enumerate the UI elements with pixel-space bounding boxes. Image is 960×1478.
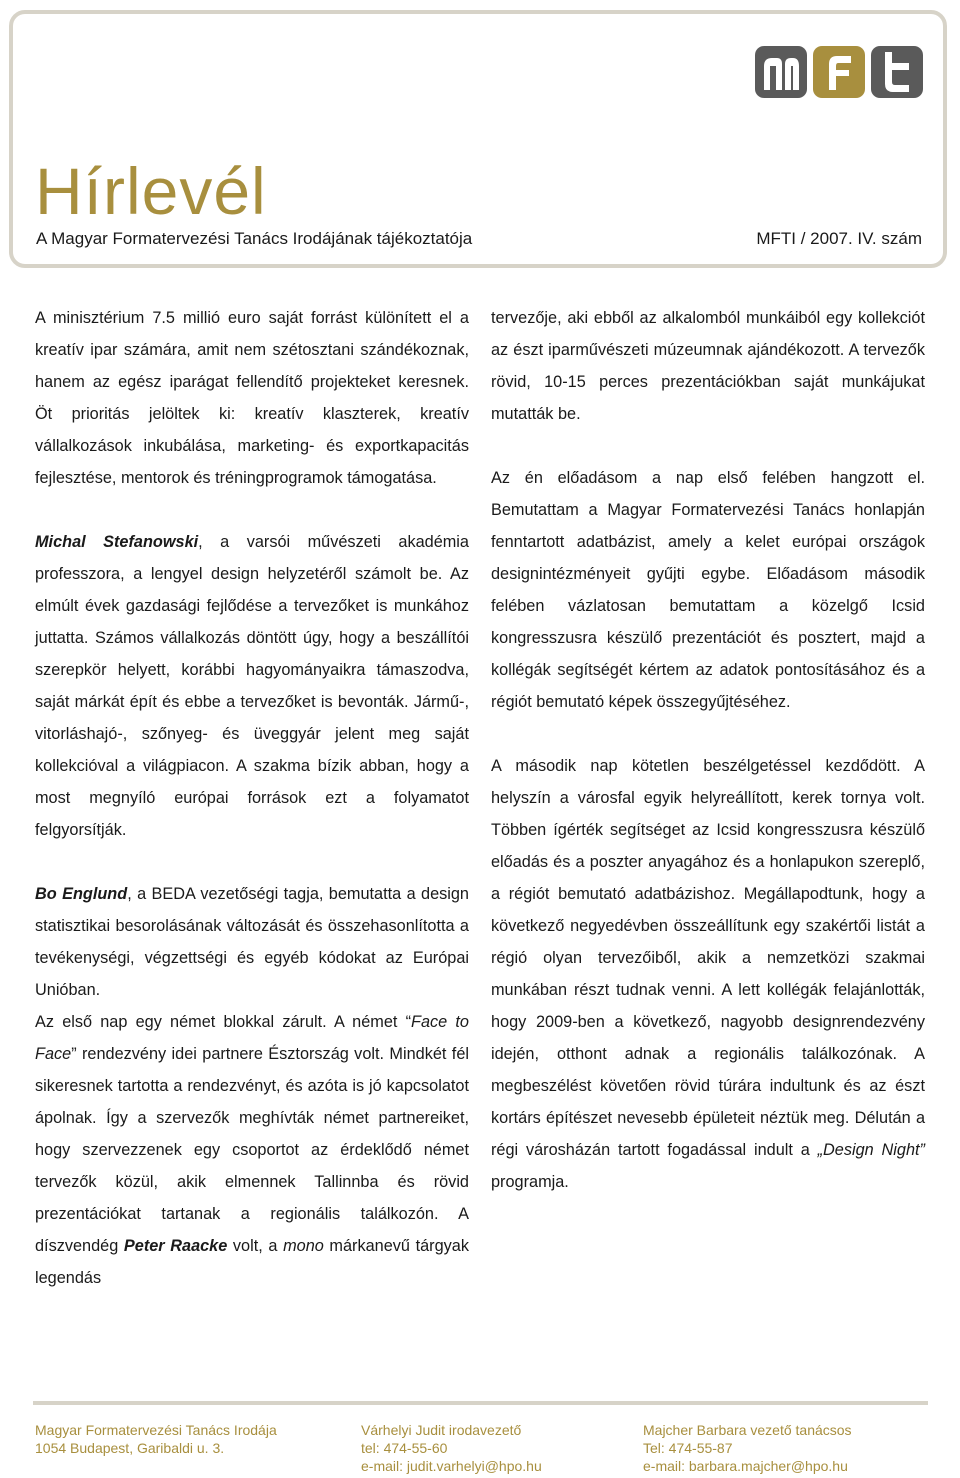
newsletter-subtitle: A Magyar Formatervezési Tanács Irodájának tájékoztatója xyxy=(36,229,473,248)
event-name: Face to Face xyxy=(35,1013,469,1063)
contact-phone: Tel: 474-55-87 xyxy=(643,1440,733,1456)
right-column xyxy=(491,302,925,1230)
contact-name: Majcher Barbara vezető tanácsos xyxy=(643,1422,852,1438)
footer-office xyxy=(35,1421,277,1457)
paragraph-stefanowski: Michal Stefanowski, a varsói művészeti akadémia professzora, a lengyel design helyzetéről számolt be. Az elmúlt évek gazdasági fejlődése a tervezőket is munkához juttatta. Számos vállalkozás döntött úgy, hogy a beszállítói szerepkör helyett, korábbi hagyományaikra támaszodva, saját márkát épít és ebbe a tervezőket is bevonták. Jármű-, vitorláshajó-, szőnyeg- és üveggyár jelent meg saját kollekcióval a világpiacon. A szakma bízik abban, hogy a most megnyíló európai források ezt a folyamatot felgyorsítják. xyxy=(35,533,469,839)
contact-email[interactable]: e-mail: judit.varhelyi@hpo.hu xyxy=(361,1458,542,1474)
left-column xyxy=(35,302,469,1294)
contact-email[interactable]: e-mail: barbara.majcher@hpo.hu xyxy=(643,1458,848,1474)
footer-divider xyxy=(33,1401,928,1405)
footer-contact-varhelyi xyxy=(361,1421,542,1475)
paragraph-german-block: Az első nap egy német blokkal zárult. A német “Face to Face” rendezvény idei partnere Észtország volt. Mindkét fél sikeresnek tartotta a rendezvényt, és azóta is jó kapcsolatot ápolnak. Így a szervezők meghívták német partnereiket, hogy szervezzenek egy csoportot az érdeklődő német tervezők közül, akik elmennek Tallinnba és rövid prezentációkat tartanak a regionális találkozón. A díszvendég Peter Raacke volt, a mono márkanevű tárgyak legendás xyxy=(35,1013,469,1287)
paragraph-ministry: A minisztérium 7.5 millió euro saját forrást különített el a kreatív ipar számára, amit nem szétosztani szándékoznak, hanem az egész iparágat fellendítő projekteket keresnek. Öt prioritás jelöltek ki: kreatív klaszterek, kreatív vállalkozások inkubálása, marketing- és exportkapacitás fejlesztése, mentorok és tréningprogramok támogatása. xyxy=(35,309,469,487)
paragraph-second-day: A második nap kötetlen beszélgetéssel kezdődött. A helyszín a városfal egyik helyreállított, kerek tornya volt. Többen ígérték segítséget az Icsid kongresszusra készülő előadás és a poszter anyagához és a honlapukon szereplő, a régiót bemutató adatbázishoz. Megállapodtunk, hogy a következő negyedévben összeállítunk egy szakértői listát a régió olyan tervezőiből, akik a nemzetközi szakmai munkában részt tudnak venni. A lett kollégák felajánlották, hogy 2009-ben a következő, nagyobb designrendezvény idején, otthont adnak a regionális találkozónak. A megbeszélést követően rövid túrára indultunk és az észt kortárs építészet nevesebb épületeit néztük meg. Délután a régi városházán tartott fogadással indult a „Design Night” programja. xyxy=(491,757,925,1191)
office-address: 1054 Budapest, Garibaldi u. 3. xyxy=(35,1440,225,1456)
footer-contact-majcher xyxy=(643,1421,852,1475)
mft-logo xyxy=(755,46,923,98)
guest-name: Peter Raacke xyxy=(123,1237,228,1255)
speaker-name: Bo Englund xyxy=(35,885,128,903)
office-name: Magyar Formatervezési Tanács Irodája xyxy=(35,1422,277,1438)
paragraph-presentation: Az én előadásom a nap első felében hangzott el. Bemutattam a Magyar Formatervezési Tanács honlapján fenntartott adatbázist, amely a kelet európai országok designintézményeit gyűjti egybe. Előadásom második felében vázlatosan bemutattam a közelgő Icsid kongresszusra készülő prezentációt és posztert, majd a kollégák segítségét kértem az adatok pontosításához és a régiót bemutató képek összegyűjtéséhez. xyxy=(491,469,925,711)
contact-name: Várhelyi Judit irodavezető xyxy=(361,1422,522,1438)
issue-number: MFTI / 2007. IV. szám xyxy=(756,229,922,248)
newsletter-title: Hírlevél xyxy=(35,154,267,228)
brand-name: mono xyxy=(283,1237,324,1255)
paragraph-englund: Bo Englund, a BEDA vezetőségi tagja, bemutatta a design statisztikai besorolásának változását és összehasonlította a tevékenységi, végzettségi és egyéb kódokat az Európai Unióban. xyxy=(35,885,469,999)
event-name: „Design Night” xyxy=(817,1141,925,1159)
speaker-name: Michal Stefanowski xyxy=(35,533,199,551)
contact-phone: tel: 474-55-60 xyxy=(361,1440,448,1456)
paragraph-collection: tervezője, aki ebből az alkalomból munkáiból egy kollekciót az észt iparművészeti múzeumnak ajándékozott. A tervezők rövid, 10-15 perces prezentációkban saját munkájukat mutatták be. xyxy=(491,309,925,423)
